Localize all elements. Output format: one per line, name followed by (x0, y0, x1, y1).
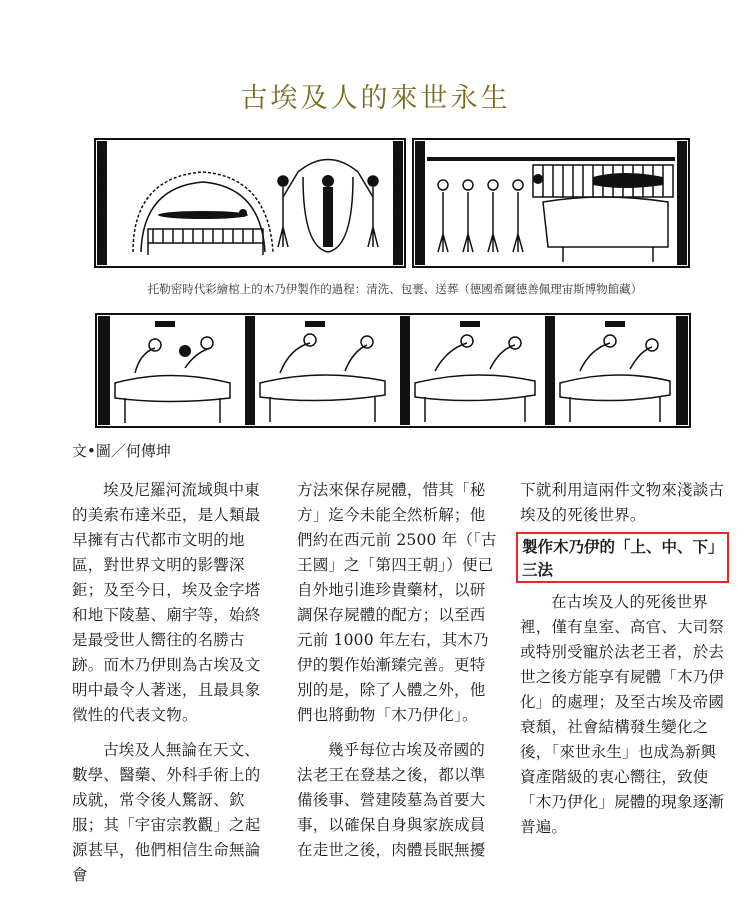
mummification-illustration (95, 313, 691, 428)
paragraph: 古埃及人無論在天文、數學、醫藥、外科手術上的成就，常令後人驚訝、欽服；其「宇宙宗教觀」之起源甚早，他們相信生命無論會 (72, 741, 261, 884)
section-heading-highlighted: 製作木乃伊的「上、中、下」三法 (516, 532, 729, 583)
paragraph: 方法來保存屍體，惜其「秘方」迄今未能全然析解；他們約在西元前 2500 年（「古王國」之「第四王朝」）便已自外地引進珍貴藥材，以研調保存屍體的配方；以至西元前 1000 年左右，其木乃伊的製作始漸臻完善。更特別的是，除了人體之外，他們也將動物「木乃伊化」。 (297, 481, 497, 724)
body-column-3 (520, 478, 725, 538)
paragraph: 下就利用這兩件文物來淺談古埃及的死後世界。 (520, 481, 725, 524)
figure-caption: 托勒密時代彩繪棺上的木乃伊製作的過程：清洗、包裹、送葬（德國希爾德善佩理宙斯博物館藏） (147, 282, 643, 296)
top-illustration (93, 137, 693, 272)
byline: 文•圖／何傳坤 (72, 442, 171, 460)
paragraph: 幾乎每位古埃及帝國的法老王在登基之後，都以準備後事、營建陵墓為首要大事，以確保自身與家族成員在走世之後，肉體長眠無擾 (297, 741, 486, 859)
body-column-1 (72, 478, 272, 898)
paragraph: 在古埃及人的死後世界裡，僅有皇室、高官、大司祭或特別受寵於法老王者，於去世之後方能享有屍體「木乃伊化」的處理；及至古埃及帝國衰頹，社會結構發生變化之後，「來世永生」也成為新興資產階級的衷心嚮往，致使「木乃伊化」屍體的現象逐漸普遍。 (520, 593, 725, 836)
body-column-3-continued (520, 590, 725, 850)
paragraph: 埃及尼羅河流域與中東的美索布達米亞，是人類最早擁有古代都市文明的地區，對世界文明的影響深鉅；及至今日，埃及金字塔和地下陵墓、廟宇等，始終是最受世人嚮往的名勝古跡。而木乃伊則為古埃及文明中最令人著迷，且最具象徵性的代表文物。 (72, 481, 261, 724)
body-column-2 (297, 478, 497, 873)
article-title: 古埃及人的來世永生 (240, 83, 511, 114)
